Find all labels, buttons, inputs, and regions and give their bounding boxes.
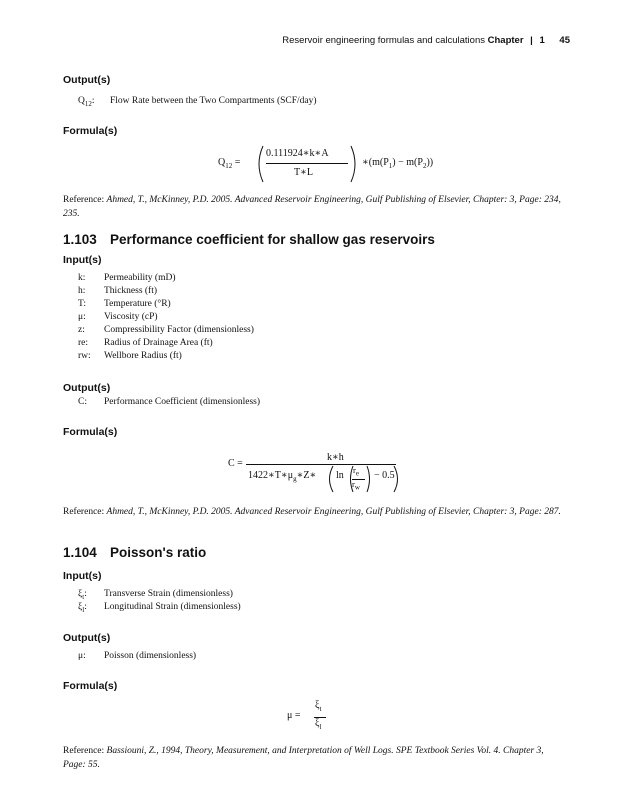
reference-top xyxy=(63,194,568,221)
input-symbol: $\xi_t$: xyxy=(78,589,87,601)
input-desc: Transverse Strain (dimensionless) xyxy=(104,589,233,599)
output-desc: Performance Coefficient (dimensionless) xyxy=(104,397,260,407)
formula-numerator: k∗h xyxy=(327,452,344,463)
section-title: Performance coefficient for shallow gas reservoirs xyxy=(110,232,435,247)
reference-text: Ahmed, T., McKinney, P.D. 2005. Advanced Reservoir Engineering, Gulf Publishing of Elsevier, Chapter: 3, Page: 287. xyxy=(106,507,561,517)
input-heading: Input(s) xyxy=(63,570,102,582)
input-symbol: $\xi_l$: xyxy=(78,602,87,614)
reference-label: Reference: xyxy=(63,195,105,205)
right-paren-inner xyxy=(365,465,373,493)
input-heading: Input(s) xyxy=(63,254,102,266)
output-heading: Output(s) xyxy=(63,632,111,644)
formula-q12 xyxy=(218,144,448,184)
formula-heading: Formula(s) xyxy=(63,125,118,137)
right-paren xyxy=(392,465,402,493)
separator: | xyxy=(530,35,533,46)
input-list xyxy=(78,589,478,615)
input-list xyxy=(78,273,478,365)
output-symbol: μ: xyxy=(78,651,86,661)
input-symbol: T: xyxy=(78,299,86,309)
input-desc: Wellbore Radius (ft) xyxy=(104,351,182,361)
page-number: 45 xyxy=(559,35,570,46)
output-heading: Output(s) xyxy=(63,74,111,86)
chapter-label: Chapter xyxy=(487,35,524,46)
section-1103-heading xyxy=(63,232,435,247)
section-number: 1.104 xyxy=(63,545,97,560)
running-head xyxy=(282,35,570,46)
formula-lhs: μ = xyxy=(287,710,301,721)
formula-rhs: $∗(m(P_1) - m(P_2))$ xyxy=(362,157,434,170)
input-symbol: rw: xyxy=(78,351,91,361)
input-desc: Thickness (ft) xyxy=(104,286,158,296)
reference-1103 xyxy=(63,506,568,520)
input-desc: Viscosity (cP) xyxy=(104,312,158,322)
formula-mu xyxy=(287,700,337,734)
input-desc: Temperature (°R) xyxy=(104,299,171,309)
reference-text: Bassiouni, Z., 1994, Theory, Measurement, and Interpretation of Well Logs. SPE Textbook Series Vol. 4. Chapter 3, Page: 55. xyxy=(63,746,544,770)
symbol-text-carrier xyxy=(0,0,1,1)
formula-denominator: T∗L xyxy=(294,167,314,178)
output-desc: Poisson (dimensionless) xyxy=(104,651,197,661)
left-paren xyxy=(253,144,265,184)
input-symbol: h: xyxy=(78,286,86,296)
chapter-number: 1 xyxy=(539,35,545,46)
input-symbol: μ: xyxy=(78,312,86,322)
formula-ln: ln xyxy=(336,470,344,481)
section-number: 1.103 xyxy=(63,232,97,247)
formula-c xyxy=(228,448,408,496)
reference-1104 xyxy=(63,745,568,772)
section-1104-heading xyxy=(63,545,206,560)
right-paren xyxy=(349,144,361,184)
output-symbol: C: xyxy=(78,397,87,407)
formula-den-left: $1422∗T∗\mu_g∗Z∗$ xyxy=(248,470,317,483)
formula-tail: − 0.5 xyxy=(374,470,395,481)
formula-heading: Formula(s) xyxy=(63,680,118,692)
formula-numerator: 0.111924∗k∗A xyxy=(266,148,329,159)
formula-heading: Formula(s) xyxy=(63,426,118,438)
input-symbol: z: xyxy=(78,325,85,335)
running-title: Reservoir engineering formulas and calculations xyxy=(282,35,485,46)
section-title: Poisson's ratio xyxy=(110,545,207,560)
output-heading: Output(s) xyxy=(63,382,111,394)
fraction-bar xyxy=(266,163,348,164)
reference-text: Ahmed, T., McKinney, P.D. 2005. Advanced Reservoir Engineering, Gulf Publishing of Elsevier, Chapter: 3, Page: 234, 235. xyxy=(63,195,561,219)
output-symbol: $Q_{12}$: xyxy=(78,96,95,108)
formula-denominator: $\xi_l$ xyxy=(315,718,322,731)
formula-numerator: $\xi_t$ xyxy=(315,700,322,713)
input-desc: Permeability (mD) xyxy=(104,273,176,283)
left-paren xyxy=(325,465,335,493)
formula-lhs: C = xyxy=(228,458,243,469)
formula-re: $r_e$ xyxy=(353,465,359,478)
fraction-bar xyxy=(246,464,396,465)
input-desc: Radius of Drainage Area (ft) xyxy=(104,338,213,348)
formula-rw: $r_w$ xyxy=(352,479,360,492)
reference-label: Reference: xyxy=(63,507,105,517)
input-symbol: k: xyxy=(78,273,86,283)
input-desc: Compressibility Factor (dimensionless) xyxy=(104,325,254,335)
output-desc: Flow Rate between the Two Compartments (SCF/day) xyxy=(110,96,317,106)
reference-label: Reference: xyxy=(63,746,105,756)
input-symbol: re: xyxy=(78,338,89,348)
input-desc: Longitudinal Strain (dimensionless) xyxy=(104,602,241,612)
formula-lhs: $Q_{12}$ = xyxy=(218,157,241,170)
